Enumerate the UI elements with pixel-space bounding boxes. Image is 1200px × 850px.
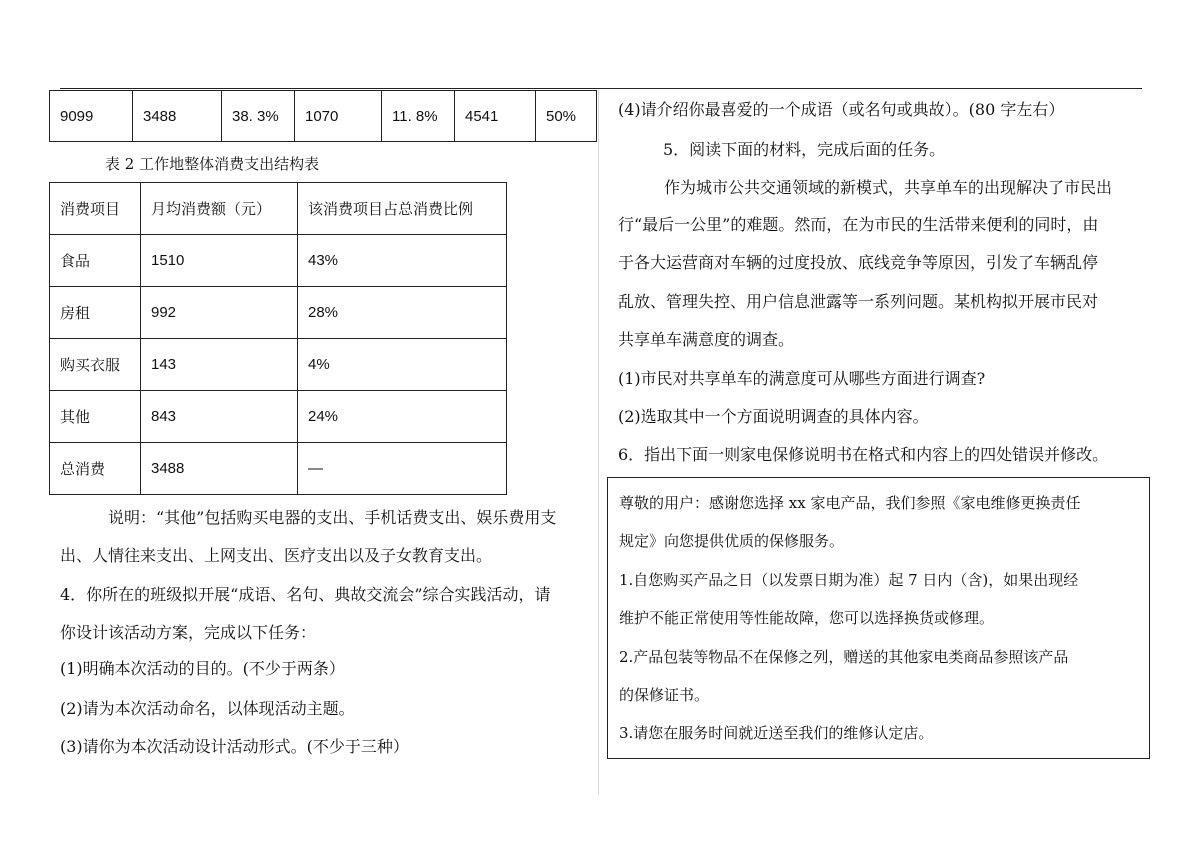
table-cell: 1510 — [141, 235, 298, 287]
passage-line: 行“最后一公里”的难题。然而，在为市民的生活带来便利的同时，由 — [618, 215, 1099, 234]
column-header: 消费项目 — [50, 183, 141, 235]
question-4-task-1: (1)明确本次活动的目的。(不少于两条） — [60, 659, 345, 678]
question-5-task-2: (2)选取其中一个方面说明调查的具体内容。 — [618, 407, 929, 426]
notice-line: 维护不能正常使用等性能故障，您可以选择换货或修理。 — [619, 609, 995, 627]
notice-line: 2.产品包装等物品不在保修之列，赠送的其他家电类商品参照该产品 — [619, 648, 1069, 666]
column-header: 月均消费额（元） — [141, 183, 298, 235]
table-caption: 表 2 工作地整体消费支出结构表 — [105, 155, 320, 173]
table-cell: 28% — [298, 287, 507, 339]
consumption-structure-table — [49, 182, 507, 495]
table-cell: 食品 — [50, 235, 141, 287]
question-4-task-4: (4)请介绍你最喜爱的一个成语（或名句或典故）。(80 字左右） — [618, 100, 1065, 119]
table-cell: 11. 8% — [382, 91, 455, 142]
question-4-task-2: (2)请为本次活动命名，以体现活动主题。 — [60, 699, 355, 718]
table-cell: 3488 — [141, 443, 298, 495]
question-6-title: 6．指出下面一则家电保修说明书在格式和内容上的四处错误并修改。 — [618, 445, 1109, 464]
table-cell: 43% — [298, 235, 507, 287]
table-row — [50, 91, 597, 142]
table-cell: 4% — [298, 339, 507, 391]
table-cell: 9099 — [50, 91, 133, 142]
table-cell: 50% — [536, 91, 597, 142]
continued-data-table — [49, 90, 597, 142]
table-row — [50, 235, 507, 287]
table-cell: 24% — [298, 391, 507, 443]
question-4-task-3: (3)请你为本次活动设计活动形式。(不少于三种） — [60, 737, 409, 756]
notice-line: 的保修证书。 — [619, 686, 710, 704]
table-cell: 1070 — [295, 91, 382, 142]
table-cell: 其他 — [50, 391, 141, 443]
warranty-notice-box — [607, 477, 1150, 759]
note-line: 说明：“其他”包括购买电器的支出、手机话费支出、娱乐费用支 — [108, 508, 557, 527]
header-rule — [60, 88, 1142, 89]
table-cell: 992 — [141, 287, 298, 339]
passage-line: 共享单车满意度的调查。 — [618, 330, 795, 349]
table-cell: 房租 — [50, 287, 141, 339]
table-cell: 143 — [141, 339, 298, 391]
passage-line: 作为城市公共交通领域的新模式，共享单车的出现解决了市民出 — [664, 178, 1113, 197]
passage-line: 乱放、管理失控、用户信息泄露等一系列问题。某机构拟开展市民对 — [618, 292, 1099, 311]
column-header: 该消费项目占总消费比例 — [298, 183, 507, 235]
table-row — [50, 287, 507, 339]
table-row — [50, 339, 507, 391]
table-cell: 总消费 — [50, 443, 141, 495]
question-4-stem: 4．你所在的班级拟开展“成语、名句、典故交流会”综合实践活动，请 — [60, 585, 551, 604]
table-cell: 843 — [141, 391, 298, 443]
question-5-title: 5．阅读下面的材料，完成后面的任务。 — [663, 140, 946, 159]
table-cell: 3488 — [133, 91, 222, 142]
passage-line: 于各大运营商对车辆的过度投放、底线竞争等原因，引发了车辆乱停 — [618, 253, 1099, 272]
column-divider — [598, 90, 599, 795]
table-header-row — [50, 183, 507, 235]
notice-line: 1.自您购买产品之日（以发票日期为准）起 7 日内（含)，如果出现经 — [619, 571, 1079, 589]
note-line: 出、人情往来支出、上网支出、医疗支出以及子女教育支出。 — [60, 546, 493, 565]
table-cell: — — [298, 443, 507, 495]
question-4-stem: 你设计该活动方案，完成以下任务： — [60, 623, 317, 642]
notice-line: 尊敬的用户：感谢您选择 xx 家电产品，我们参照《家电维修更换责任 — [619, 494, 1081, 512]
table-cell: 购买衣服 — [50, 339, 141, 391]
table-cell: 4541 — [455, 91, 536, 142]
table-row — [50, 443, 507, 495]
table-row — [50, 391, 507, 443]
question-5-task-1: (1)市民对共享单车的满意度可从哪些方面进行调查? — [618, 369, 986, 388]
table-cell: 38. 3% — [222, 91, 295, 142]
notice-line: 3.请您在服务时间就近送至我们的维修认定店。 — [619, 724, 934, 742]
notice-line: 规定》向您提供优质的保修服务。 — [619, 532, 845, 550]
